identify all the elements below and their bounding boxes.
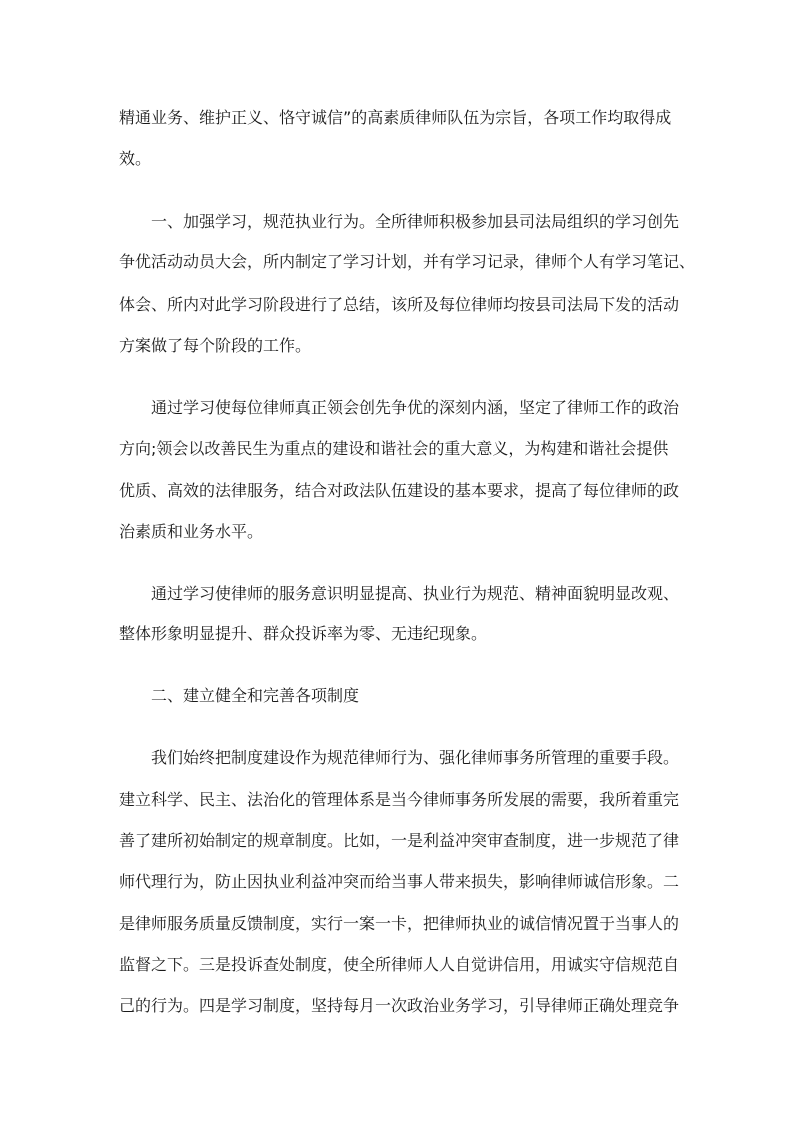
text-line: 善了建所初始制定的规章制度。比如，一是利益冲突审查制度，进一步规范了律 [119, 831, 680, 850]
text-line: 建立科学、民主、法治化的管理体系是当今律师事务所发展的需要，我所着重完 [119, 790, 680, 809]
text-line: 是律师服务质量反馈制度，实行一案一卡，把律师执业的诚信情况置于当事人的 [119, 914, 680, 933]
paragraph-start-line: 通过学习使律师的服务意识明显提高、执业行为规范、精神面貌明显改观、 [151, 584, 680, 603]
paragraph-start-line: 一、加强学习，规范执业行为。全所律师积极参加县司法局组织的学习创先 [151, 212, 680, 231]
text-line: 师代理行为，防止因执业利益冲突而给当事人带来损失，影响律师诚信形象。二 [119, 872, 680, 891]
text-line: 整体形象明显提升、群众投诉率为零、无违纪现象。 [119, 624, 488, 643]
text-line: 方向;领会以改善民生为重点的建设和谐社会的重大意义，为构建和谐社会提供 [119, 439, 669, 458]
text-line: 精通业务、维护正义、恪守诚信”的高素质律师队伍为宗旨，各项工作均取得成 [119, 108, 672, 127]
text-line: 优质、高效的法律服务，结合对政法队伍建设的基本要求，提高了每位律师的政 [119, 481, 680, 500]
paragraph-start-line: 通过学习使每位律师真正领会创先争优的深刻内涵，坚定了律师工作的政治 [151, 398, 680, 417]
text-line: 治素质和业务水平。 [119, 522, 264, 541]
text-line: 监督之下。三是投诉查处制度，使全所律师人人自觉讲信用，用诚实守信规范自 [119, 955, 680, 974]
paragraph-start-line: 我们始终把制度建设作为规范律师行为、强化律师事务所管理的重要手段。 [151, 748, 680, 767]
section-heading: 二、建立健全和完善各项制度 [151, 686, 360, 705]
text-line: 己的行为。四是学习制度，坚持每月一次政治业务学习，引导律师正确处理竞争 [119, 996, 680, 1015]
text-line: 争优活动动员大会，所内制定了学习计划，并有学习记录，律师个人有学习笔记、 [119, 252, 696, 271]
text-line: 体会、所内对此学习阶段进行了总结，该所及每位律师均按县司法局下发的活动 [119, 295, 680, 314]
text-line: 效。 [119, 149, 152, 168]
text-line: 方案做了每个阶段的工作。 [119, 336, 312, 355]
